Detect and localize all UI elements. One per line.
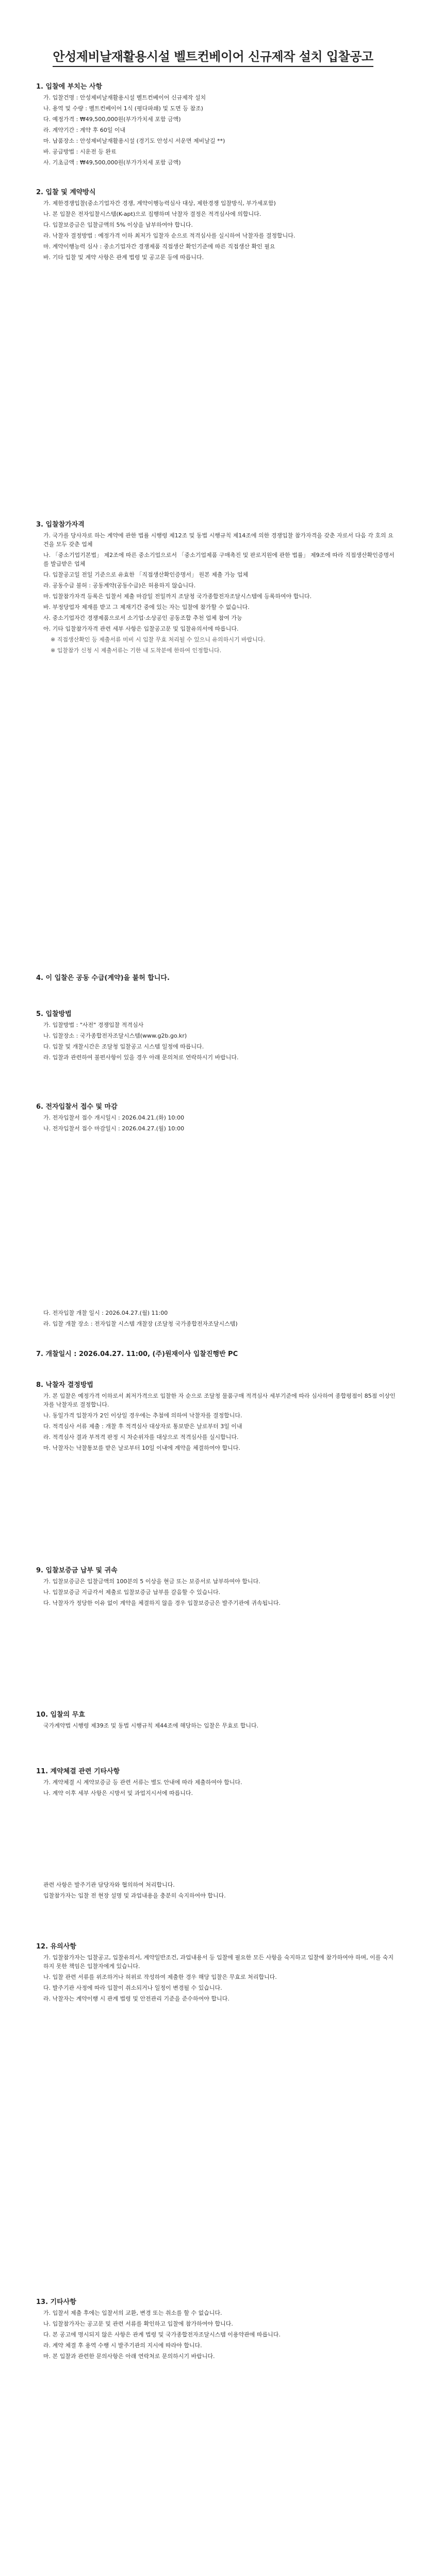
s3-note: ※ 직접생산확인 등 제출서류 미비 시 입찰 무효 처리될 수 있으니 유의하시기 바랍니다. (51, 636, 265, 643)
s3-line: 바. 부정당업자 제재를 받고 그 제재기간 중에 있는 자는 입찰에 참가할 수 없습니다. (43, 604, 250, 611)
section-2-heading: 2. 입찰 및 계약방식 (36, 189, 96, 196)
section-12 (36, 1942, 397, 2005)
s2-line: 바. 기타 입찰 및 계약 사항은 관계 법령 및 공고문 등에 따릅니다. (43, 254, 204, 261)
s13-line: 나. 입찰참가자는 공고문 및 관련 서류를 확인하고 입찰에 참가하여야 합니다. (43, 2320, 233, 2327)
s2-line: 나. 본 입찰은 전자입찰시스템(K-apt)으로 집행하며 낙찰자 결정은 적격심사에 의합니다. (43, 211, 261, 217)
section-10-heading: 10. 입찰의 무효 (36, 1711, 85, 1719)
s3-line: 다. 입찰공고일 전일 기준으로 유효한 「직접생산확인증명서」 원본 제출 가능 업체 (43, 571, 248, 578)
s1-line: 마. 납품장소 : 안성제비날재활용시설 (경기도 안성시 서운면 제비날길 **) (43, 138, 225, 144)
section-4 (36, 974, 397, 985)
section-13 (36, 2298, 397, 2363)
s8-line: 마. 낙찰자는 낙찰통보를 받은 날로부터 10일 이내에 계약을 체결하여야 합니다. (43, 1445, 240, 1451)
s2-line: 라. 낙찰자 결정방법 : 예정가격 이하 최저가 입찰자 순으로 적격심사를 실시하여 낙찰자를 결정합니다. (43, 232, 296, 239)
s6-line: 나. 전자입찰서 접수 마감일시 : 2026.04.27.(월) 10:00 (43, 1125, 185, 1132)
section-11-extra (36, 1880, 397, 1902)
s3-line: 아. 기타 입찰참가자격 관련 세부 사항은 입찰공고문 및 입찰유의서에 따릅니다. (43, 625, 239, 632)
s9-line: 가. 입찰보증금은 입찰금액의 100분의 5 이상을 현금 또는 보증서로 납부하여야 합니다. (43, 1578, 260, 1585)
s1-line: 라. 계약기간 : 계약 후 60일 이내 (43, 127, 126, 133)
s1-line: 바. 공급방법 : 시운전 등 완료 (43, 148, 117, 155)
section-12-heading: 12. 유의사항 (36, 1943, 76, 1951)
s11-line: 나. 계약 이후 세부 사항은 시방서 및 과업지시서에 따릅니다. (43, 1790, 193, 1797)
section-9-heading: 9. 입찰보증금 납부 및 귀속 (36, 1567, 118, 1574)
s8-line: 가. 본 입찰은 예정가격 이하로서 최저가격으로 입찰한 자 순으로 조달청 물품구매 적격심사 세부기준에 따라 심사하여 종합평점이 85점 이상인 자를 낙찰자로 결정합니다. (43, 1393, 396, 1408)
s3-line: 가. 국가를 당사자로 하는 계약에 관한 법률 시행령 제12조 및 동법 시행규칙 제14조에 의한 경쟁입찰 참가자격을 갖춘 자로서 다음 각 호의 요건을 모두 갖춘 업체 (43, 532, 394, 548)
section-6-heading: 6. 전자입찰서 접수 및 마감 (36, 1103, 118, 1111)
s6-note: 라. 입찰 개찰 장소 : 전자입찰 시스템 개찰장 (조달청 국가종합전자조달시스템) (43, 1320, 238, 1327)
section-13-heading: 13. 기타사항 (36, 2298, 76, 2306)
section-3-heading: 3. 입찰참가자격 (36, 521, 85, 529)
s6-line: 가. 전자입찰서 접수 개시일시 : 2026.04.21.(화) 10:00 (43, 1114, 185, 1121)
s9-line: 나. 입찰보증금 지급각서 제출로 입찰보증금 납부를 갈음할 수 있습니다. (43, 1589, 221, 1596)
s10-line: 국가계약법 시행령 제39조 및 동법 시행규칙 제44조에 해당하는 입찰은 무효로 합니다. (43, 1722, 259, 1729)
section-1-heading: 1. 입찰에 부치는 사항 (36, 83, 103, 91)
title-text: 안성제비날재활용시설 벨트컨베이어 신규제작 설치 입찰공고 (53, 49, 373, 67)
s8-line: 라. 적격심사 결과 부적격 판정 시 차순위자를 대상으로 적격심사를 실시합니다. (43, 1434, 239, 1440)
section-10 (36, 1710, 397, 1732)
section-1 (36, 82, 397, 169)
s11b-line: 관련 사항은 발주기관 담당자와 협의하여 처리합니다. (43, 1882, 175, 1888)
s2-line: 다. 입찰보증금은 입찰금액의 5% 이상을 납부하여야 합니다. (43, 222, 193, 228)
s12-line: 가. 입찰참가자는 입찰공고, 입찰유의서, 계약일반조건, 과업내용서 등 입찰에 필요한 모든 사항을 숙지하고 입찰에 참가하여야 하며, 이를 숙지하지 못한 책임은 입찰자에게 있습니다. (43, 1954, 394, 1970)
s13-line: 라. 계약 체결 후 용역 수행 시 발주기관의 지시에 따라야 합니다. (43, 2342, 202, 2349)
s5-line: 라. 입찰과 관련하여 불편사항이 있을 경우 아래 문의처로 연락하시기 바랍니다. (43, 1054, 239, 1061)
section-5 (36, 1010, 397, 1064)
s9-line: 다. 낙찰자가 정당한 이유 없이 계약을 체결하지 않을 경우 입찰보증금은 발주기관에 귀속됩니다. (43, 1600, 281, 1606)
s3-line: 라. 공동수급 불허 : 공동계약(공동수급)은 허용하지 않습니다. (43, 582, 196, 589)
s8-line: 나. 동일가격 입찰자가 2인 이상일 경우에는 추첨에 의하여 낙찰자를 결정합니다. (43, 1412, 242, 1419)
s12-line: 나. 입찰 관련 서류를 위조하거나 허위로 작성하여 제출한 경우 해당 입찰은 무효로 처리합니다. (43, 1974, 277, 1980)
s13-line: 마. 본 입찰과 관련한 문의사항은 아래 연락처로 문의하시기 바랍니다. (43, 2353, 215, 2360)
s13-line: 가. 입찰서 제출 후에는 입찰서의 교환, 변경 또는 취소를 할 수 없습니다. (43, 2310, 222, 2316)
section-4-heading: 4. 이 입찰은 공동 수급(계약)을 불허 합니다. (36, 974, 170, 982)
s5-line: 가. 입찰방법 : "사전" 경쟁입찰 적격심사 (43, 1022, 144, 1028)
s2-line: 가. 제한경쟁입찰(중소기업자간 경쟁, 계약이행능력심사 대상, 제한경쟁 입찰방식, 부가세포함) (43, 200, 276, 207)
section-7-heading: 7. 개찰일시 : 2026.04.27. 11:00, (주)원재이사 입찰진행반 PC (36, 1350, 238, 1358)
section-11-heading: 11. 계약체결 관련 기타사항 (36, 1768, 120, 1775)
section-6 (36, 1103, 397, 1135)
s3-line: 마. 입찰참가자격 등록은 입찰서 제출 마감일 전일까지 조달청 국가종합전자조달시스템에 등록하여야 합니다. (43, 593, 312, 600)
s8-line: 다. 적격심사 서류 제출 : 개찰 후 적격심사 대상자로 통보받은 날로부터 3일 이내 (43, 1423, 242, 1430)
section-8-heading: 8. 낙찰자 결정방법 (36, 1381, 93, 1389)
s1-line: 사. 기초금액 : ₩49,500,000원(부가가치세 포함 금액) (43, 159, 181, 166)
s13-line: 다. 본 공고에 명시되지 않은 사항은 관계 법령 및 국가종합전자조달시스템 이용약관에 따릅니다. (43, 2331, 281, 2338)
s2-line: 마. 계약이행능력 심사 : 중소기업자간 경쟁제품 직접생산 확인기준에 따른 직접생산 확인 필요 (43, 243, 275, 250)
section-11 (36, 1767, 397, 1800)
section-3 (36, 520, 397, 657)
s3-line: 사. 중소기업자간 경쟁제품으로서 소기업·소상공인 공동조합 추천 업체 참여 가능 (43, 615, 242, 621)
s5-line: 나. 입찰장소 : 국가종합전자조달시스템(www.g2b.go.kr) (43, 1032, 187, 1039)
section-6-notes (36, 1309, 397, 1330)
section-2 (36, 188, 397, 264)
section-7 (36, 1350, 397, 1361)
s11b-line: 입찰참가자는 입찰 전 현장 설명 및 과업내용을 충분히 숙지하여야 합니다. (43, 1892, 226, 1899)
s6-note: 다. 전자입찰 개찰 일시 : 2026.04.27.(월) 11:00 (43, 1310, 168, 1316)
section-8 (36, 1381, 397, 1454)
s3-line: 나. 「중소기업기본법」 제2조에 따른 중소기업으로서 「중소기업제품 구매촉진 및 판로지원에 관한 법률」 제9조에 따라 직접생산확인증명서를 발급받은 업체 (43, 552, 395, 567)
s1-line: 가. 입찰건명 : 안성제비날재활용시설 벨트컨베이어 신규제작 설치 (43, 94, 206, 101)
section-5-heading: 5. 입찰방법 (36, 1010, 72, 1018)
page-title (0, 46, 426, 64)
s5-line: 다. 입찰 및 개찰시간은 조달청 입찰공고 시스템 일정에 따릅니다. (43, 1043, 204, 1050)
s12-line: 라. 낙찰자는 계약이행 시 관계 법령 및 안전관리 기준을 준수하여야 합니다. (43, 1995, 230, 2002)
s1-line: 나. 용역 및 수량 : 벨트컨베이어 1식 (평다파쇄) 및 도면 등 참조) (43, 105, 203, 112)
s11-line: 가. 계약체결 시 계약보증금 등 관련 서류는 별도 안내에 따라 제출하여야 합니다. (43, 1779, 242, 1786)
s3-note: ※ 입찰참가 신청 시 제출서류는 기한 내 도착분에 한하여 인정합니다. (51, 647, 222, 654)
section-9 (36, 1566, 397, 1609)
s12-line: 다. 발주기관 사정에 따라 입찰이 취소되거나 일정이 변경될 수 있습니다. (43, 1985, 222, 1991)
s1-line: 다. 예정가격 : ₩49,500,000원(부가가치세 포함 금액) (43, 116, 181, 123)
